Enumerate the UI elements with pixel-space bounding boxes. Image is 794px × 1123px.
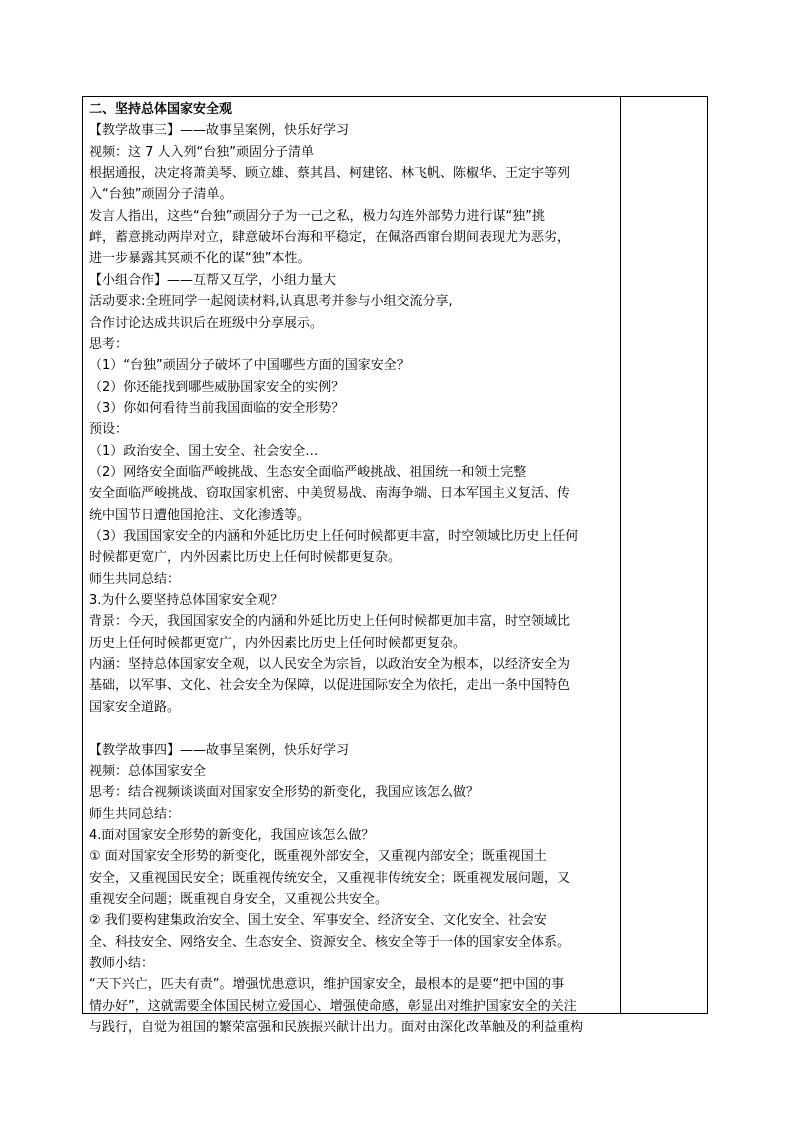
text-line: 【教学故事三】——故事呈案例，快乐好学习 bbox=[89, 123, 350, 139]
text-line: 内涵：坚持总体国家安全观，以人民安全为宗旨，以政治安全为根本，以经济安全为 bbox=[89, 657, 571, 673]
notes-cell bbox=[621, 97, 707, 1013]
text-line: 国家安全道路。 bbox=[89, 699, 181, 715]
text-line: 入“台独”顽固分子清单。 bbox=[89, 187, 233, 203]
text-line bbox=[89, 718, 617, 740]
text-line: 衅，蓄意挑动两岸对立，肆意破坏台海和平稳定，在佩洛西窜台期间表现尤为恶劣， bbox=[89, 230, 571, 246]
text-line: （1）“台独”顽固分子破坏了中国哪些方面的国家安全？ bbox=[89, 358, 410, 374]
text-line: 时候都更宽广，内外因素比历史上任何时候都更复杂。 bbox=[89, 550, 402, 566]
text-line: ② 我们要构建集政治安全、国土安全、军事安全、经济安全、文化安全、社会安 bbox=[89, 913, 547, 929]
text-line: 预设： bbox=[89, 422, 129, 438]
content-cell bbox=[83, 97, 620, 1036]
text-line: 3.为什么要坚持总体国家安全观？ bbox=[89, 593, 284, 609]
text-line: （1）政治安全、国土安全、社会安全… bbox=[89, 443, 319, 459]
text-line: 根据通报，决定将萧美琴、顾立雄、蔡其昌、柯建铭、林飞帆、陈椒华、王定宇等列 bbox=[89, 166, 571, 182]
text-line: 师生共同总结： bbox=[89, 806, 181, 822]
text-line: 思考：结合视频谈谈面对国家安全形势的新变化，我国应该怎么做？ bbox=[89, 785, 480, 801]
lesson-plan-table bbox=[82, 96, 708, 1036]
text-line: （3）我国国家安全的内涵和外延比历史上任何时候都更丰富，时空领域比历史上任何 bbox=[89, 529, 579, 544]
text-line: 【教学故事四】——故事呈案例，快乐好学习 bbox=[89, 742, 350, 758]
text-line: 视频：这 7 人入列“台独”顽固分子清单 bbox=[89, 144, 315, 160]
text-line: （2）你还能找到哪些威胁国家安全的实例？ bbox=[89, 379, 345, 395]
text-line: 与践行，自觉为祖国的繁荣富强和民族振兴献计出力。面对由深化改革触及的利益重构 bbox=[89, 1020, 584, 1036]
text-line: “天下兴亡，匹夫有责”。增强忧患意识，维护国家安全，最根本的是要“把中国的事 bbox=[89, 977, 565, 993]
text-line: （2）网络安全面临严峻挑战、生态安全面临严峻挑战、祖国统一和领土完整 bbox=[89, 464, 527, 480]
text-line: 安全，又重视国民安全；既重视传统安全，又重视非传统安全；既重视发展问题，又 bbox=[89, 870, 571, 886]
text-line: 进一步暴露其冥顽不化的谋“独”本性。 bbox=[89, 251, 311, 267]
text-line: 发言人指出，这些“台独”顽固分子为一己之私，极力勾连外部势力进行谋“独”挑 bbox=[89, 208, 545, 224]
text-line: 历史上任何时候都更宽广，内外因素比历史上任何时候都更复杂。 bbox=[89, 635, 467, 651]
text-line: 活动要求:全班同学一起阅读材料,认真思考并参与小组交流分享, bbox=[89, 294, 453, 310]
text-line: 安全面临严峻挑战、窃取国家机密、中美贸易战、南海争端、日本军国主义复活、传 bbox=[89, 486, 571, 502]
text-line: 情办好”，这就需要全体国民树立爱国心、增强使命感，彰显出对维护国家安全的关注 bbox=[89, 998, 577, 1014]
text-line: 合作讨论达成共识后在班级中分享展示。 bbox=[89, 315, 324, 331]
text-line: 基础，以军事、文化、社会安全为保障，以促进国际安全为依托，走出一条中国特色 bbox=[89, 678, 571, 694]
text-line: （3）你如何看待当前我国面临的安全形势？ bbox=[89, 400, 345, 416]
text-line: 【小组合作】——互帮又互学，小组力量大 bbox=[89, 272, 337, 288]
text-line: 统中国节日遭他国抢注、文化渗透等。 bbox=[89, 507, 311, 523]
text-line: 重视安全问题；既重视自身安全，又重视公共安全。 bbox=[89, 891, 389, 907]
text-line: 背景：今天，我国国家安全的内涵和外延比历史上任何时候都更加丰富，时空领域比 bbox=[89, 614, 571, 630]
text-line: 师生共同总结： bbox=[89, 571, 181, 587]
text-line: 教师小结： bbox=[89, 956, 155, 971]
text-line: 全、科技安全、网络安全、生态安全、资源安全、核安全等于一体的国家安全体系。 bbox=[89, 934, 571, 950]
text-line: 视频：总体国家安全 bbox=[89, 763, 207, 779]
text-line: 4.面对国家安全形势的新变化，我国应该怎么做？ bbox=[89, 827, 375, 843]
section-heading: 二、坚持总体国家安全观 bbox=[89, 102, 233, 117]
text-line: 思考： bbox=[89, 336, 129, 352]
text-line: ① 面对国家安全形势的新变化，既重视外部安全，又重视内部安全；既重视国土 bbox=[89, 849, 547, 865]
